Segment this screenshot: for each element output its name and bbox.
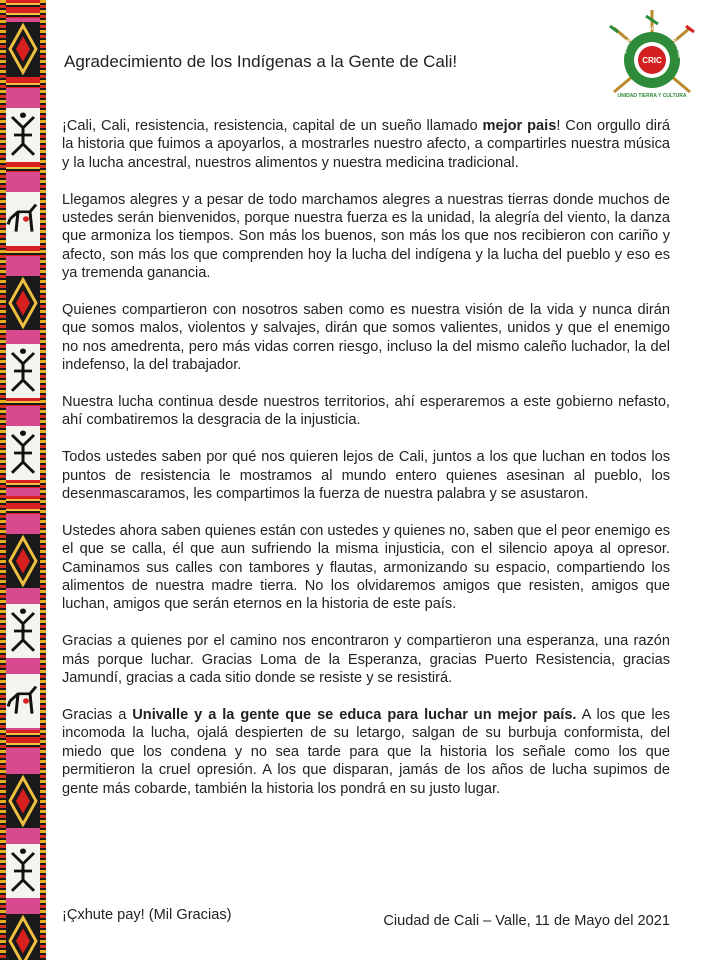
border-motif-diamond <box>6 914 40 960</box>
logo-banner-text: UNIDAD TIERRA Y CULTURA <box>617 93 687 99</box>
logo-ring-text: CONSEJO REGIONAL INDÍGENA <box>622 25 683 58</box>
woven-border <box>0 0 46 960</box>
border-motif-diamond <box>6 774 40 828</box>
paragraph-1-bold: mejor pais <box>482 118 557 134</box>
paragraph-6: Ustedes ahora saben quienes están con ustedes y quienes no, saben que el peor enemigo es el que se calla, él que aun sufriendo la misma injusticia, con el silencio apoya al opresor. Caminamos sus calles con tambores y flautas, armonizando su espacio, compartiendo los alimentos de nuestra madre tierra. No los olvidaremos amigos que resisten, amigos que luchan, amigos que serán eternos en la historia de este país. <box>62 522 670 613</box>
border-stripe-band <box>6 730 40 748</box>
closing-thanks: ¡Çxhute pay! (Mil Gracias) <box>62 907 232 923</box>
paragraph-4: Nuestra lucha continua desde nuestros territorios, ahí esperaremos a este gobierno nefasto, ahí combatiremos la desgracia de la injusticia. <box>62 394 670 429</box>
border-rail-right <box>40 0 46 960</box>
border-motif-figure <box>6 426 40 480</box>
paragraph-1 <box>62 117 670 172</box>
paragraph-8 <box>62 706 670 798</box>
border-stripe-band <box>6 496 40 514</box>
border-motif-figure <box>6 844 40 898</box>
cric-logo <box>594 6 710 102</box>
border-motif-diamond <box>6 22 40 76</box>
border-motif-animal <box>6 192 40 246</box>
border-motif-animal <box>6 674 40 728</box>
paragraph-8-text-b: A los que les incomoda la lucha, ojalá despierten de su letargo, salgan de su burbuja conformista, del miedo que los condena y no sea tarde para que la historia los señale como los que permitieron la cruel opresión. A los que disparan, jamás de los años de lucha supimos de gente más cobarde, también la historia los pondrá en su justo lugar. <box>62 706 670 797</box>
page-title: Agradecimiento de los Indígenas a la Gente de Cali! <box>64 52 458 71</box>
letter-body <box>62 117 670 816</box>
paragraph-8-text-a: Gracias a <box>62 706 133 723</box>
paragraph-7: Gracias a quienes por el camino nos encontraron y compartieron una esperanza, una razón más porque luchar. Gracias Loma de la Esperanza, gracias Puerto Resistencia, gracias Jamundí, gracias a cada sitio donde se resiste y se resistirá. <box>62 633 670 687</box>
paragraph-1-text-b: ! Con orgullo dirá la historia que fuimos a apoyarlos, a mostrarles nuestro afecto, a compartirles nuestra música y la lucha ancestral, nuestros alimentos y nuestra medicina tradicional. <box>62 118 670 171</box>
dateline: Ciudad de Cali – Valle, 11 de Mayo del 2021 <box>383 913 670 929</box>
paragraph-1-text-a: ¡Cali, Cali, resistencia, resistencia, capital de un sueño llamado <box>62 118 483 134</box>
border-motif-figure <box>6 108 40 162</box>
border-motif-figure <box>6 344 40 398</box>
border-motif-diamond <box>6 276 40 330</box>
logo-center-text: CRIC <box>642 56 662 65</box>
border-motif-figure <box>6 604 40 658</box>
paragraph-3: Quienes compartieron con nosotros saben como es nuestra visión de la vida y nunca dirán que somos malos, violentos y salvajes, dirán que somos valientes, unidos y que el enemigo no nos amedrenta, pero más vidas corren riesgo, incluso la del mismo caleño luchador, la del indefenso, la del trabajador. <box>62 302 670 374</box>
paragraph-5: Todos ustedes saben por qué nos quieren lejos de Cali, juntos a los que luchan en todos los puntos de resistencia le mostramos al mundo entero quienes asesinan al pueblo, los desenmascaramos, les compartimos la fuerza de nuestra palabra y se asustaron. <box>62 449 670 503</box>
paragraph-2: Llegamos alegres y a pesar de todo marchamos alegres a nuestras tierras donde muchos de ustedes serán bienvenidos, porque nuestra fuerza es la unidad, la alegría del viento, la danza que armoniza los tiempos. Son más los buenos, son más los que nos recibieron con cariño y afecto, son más los que comprenden hoy la lucha del indígena y la lucha del pueblo y eso es ya tremenda ganancia. <box>62 191 670 282</box>
border-motif-diamond <box>6 534 40 588</box>
paragraph-8-bold: Univalle y a la gente que se educa para luchar un mejor país. <box>132 706 577 723</box>
cric-logo-graphic <box>594 6 710 102</box>
border-stripe-band <box>6 0 40 18</box>
